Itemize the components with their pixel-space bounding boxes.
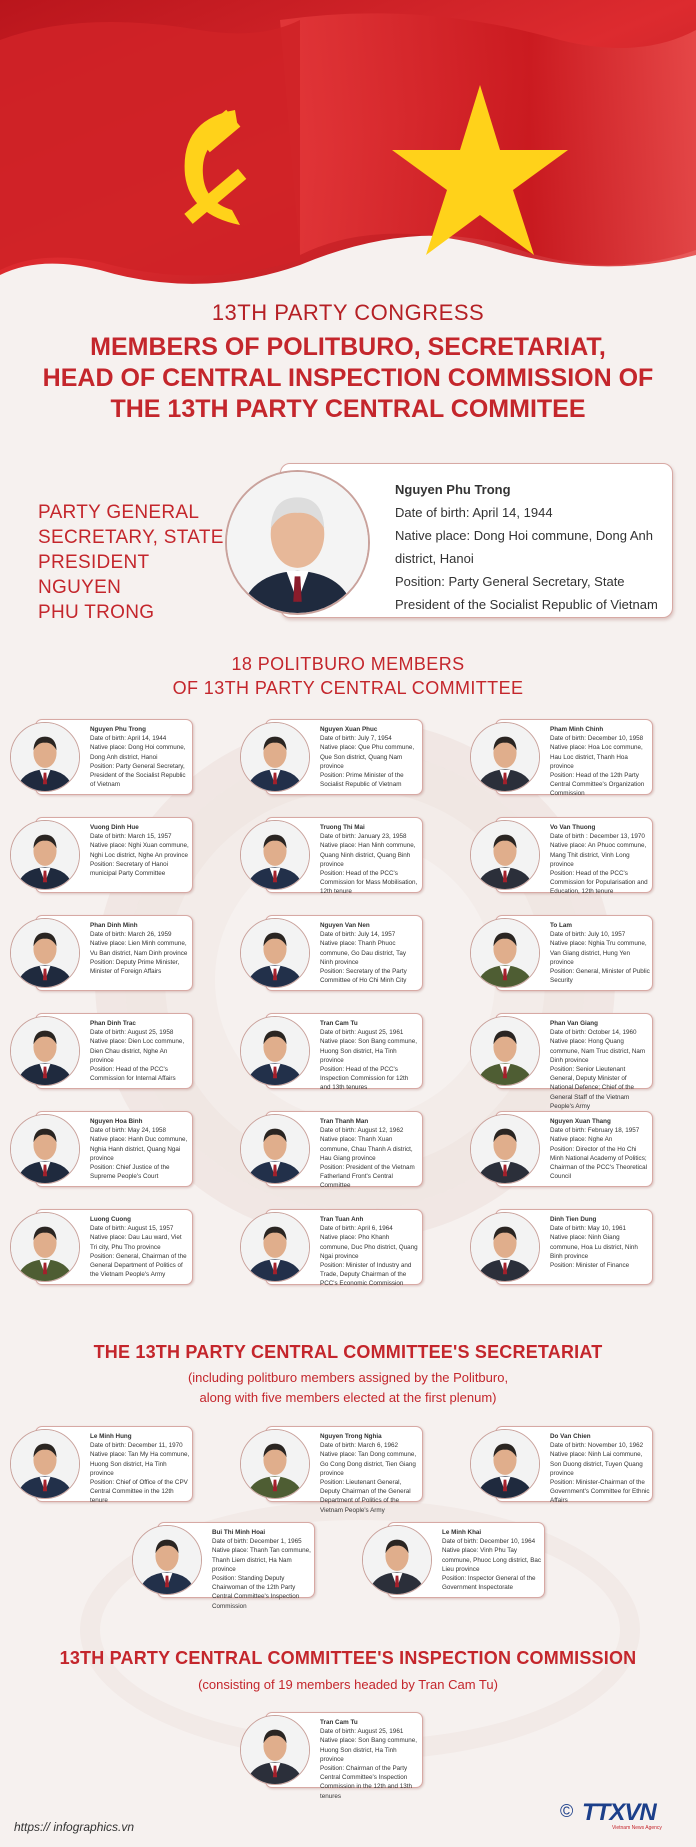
member-info (550, 1432, 650, 1506)
member-name: Nguyen Trong Nghia (320, 1433, 382, 1440)
member-native-place: Native place: Ninh Giang commune, Hoa Lu district, Ninh Binh province (550, 1234, 638, 1260)
portrait-icon (470, 722, 540, 792)
member-native-place: Native place: Que Phu commune, Que Son district, Quang Nam province (320, 744, 415, 770)
member-name: Phan Van Giang (550, 1020, 598, 1027)
member-info (90, 1117, 190, 1181)
portrait-icon (240, 820, 310, 890)
portrait-svg (241, 1716, 309, 1784)
member-position: Position: Party General Secretary, President of the Socialist Republic of Vietnam (90, 762, 186, 789)
member-dob: Date of birth: August 25, 1958 (90, 1029, 174, 1037)
member-name: Vuong Dinh Hue (90, 824, 139, 831)
member-info (550, 1019, 650, 1111)
member-info (90, 1019, 190, 1083)
member-native-place: Native place: Ninh Lai commune, Son Duong district, Tuyen Quang province (550, 1451, 643, 1477)
member-info (320, 1117, 420, 1191)
member-position: Position: Head of the 12th Party Central Committee's Organization Commission (550, 772, 645, 798)
member-name: Nguyen Van Nen (320, 922, 370, 929)
member-info (320, 823, 420, 897)
member-card (470, 1013, 653, 1110)
member-name: Le Minh Khai (442, 1529, 482, 1536)
portrait-icon (470, 1212, 540, 1282)
member-position: Position: Minister of Finance (550, 1262, 630, 1270)
portrait-icon (470, 820, 540, 890)
member-dob: Date of birth: December 10, 1958 (550, 735, 644, 743)
portrait-svg (363, 1526, 431, 1594)
member-name: Phan Dinh Trac (90, 1020, 136, 1027)
member-position: Position: Head of the PCC's Commission for Internal Affairs (90, 1066, 176, 1083)
member-dob: Date of birth: August 25, 1961 (320, 1029, 404, 1037)
portrait-svg (11, 821, 79, 889)
member-name: Tran Tuan Anh (320, 1216, 364, 1223)
member-info (90, 1432, 190, 1506)
member-dob: Date of birth: August 12, 1962 (320, 1127, 404, 1135)
portrait-svg (241, 1430, 309, 1498)
portrait-svg (11, 1115, 79, 1183)
portrait-svg (471, 821, 539, 889)
member-dob: Date of birth: March 6, 1962 (320, 1442, 399, 1450)
portrait-svg (241, 919, 309, 987)
member-native-place: Native place: An Phuoc commune, Mang Thit district, Vinh Long province (550, 842, 647, 868)
member-native-place: Native place: Tan Dong commune, Go Cong Dong district, Tien Giang province (320, 1451, 417, 1477)
member-card (10, 719, 193, 795)
member-dob: Date of birth: July 10, 1957 (550, 931, 626, 939)
member-card (132, 1522, 315, 1610)
member-card (470, 719, 653, 798)
portrait-svg (241, 1213, 309, 1281)
member-card (240, 915, 423, 991)
member-info (320, 1432, 420, 1515)
member-card (10, 915, 193, 991)
member-card (240, 1013, 423, 1092)
member-name: Truong Thi Mai (320, 824, 365, 831)
member-position: Position: Minister-Chairman of the Government's Committee for Ethnic Affairs (550, 1479, 650, 1505)
portrait-icon (10, 1016, 80, 1086)
member-info (212, 1528, 312, 1611)
member-name: Phan Dinh Minh (90, 922, 138, 929)
member-name: Nguyen Phu Trong (90, 726, 146, 733)
member-position: Position: Inspector General of the Government Inspectorate (442, 1575, 536, 1592)
portrait-svg (471, 1213, 539, 1281)
member-dob: Date of birth: February 18, 1957 (550, 1127, 640, 1135)
member-card (240, 719, 423, 795)
member-card (240, 1426, 423, 1514)
inspection-heading: 13TH PARTY CENTRAL COMMITTEE'S INSPECTION COMMISSION (59, 1648, 637, 1668)
member-position: Position: Secretary of Hanoi municipal Party Committee (90, 860, 169, 878)
general-secretary-label: PARTY GENERAL SECRETARY, STATE PRESIDENT NGUYEN PHU TRONG (38, 502, 224, 623)
portrait-icon (10, 820, 80, 890)
member-native-place: Native place: Tan My Ha commune, Huong Son district, Ha Tinh province (90, 1451, 190, 1477)
member-info (320, 1718, 420, 1801)
member-native-place: Native place: Hanh Duc commune, Nghia Hanh district, Quang Ngai province (90, 1136, 188, 1162)
portrait-svg (11, 919, 79, 987)
member-native-place: Native place: Dau Lau ward, Viet Tri city, Phu Tho province (90, 1234, 182, 1251)
member-native-place: Native place: Hong Quang commune, Nam Truc district, Nam Dinh province (550, 1038, 646, 1064)
main-title: MEMBERS OF POLITBURO, SECRETARIAT, HEAD OF CENTRAL INSPECTION COMMISSION OF THE 13TH PARTY CENTRAL COMMITEE (42, 333, 654, 423)
portrait-icon (470, 1429, 540, 1499)
member-position: Position: Head of the PCC's Commission for Popularisation and Education, 12th tenure (550, 870, 648, 896)
member-card (10, 1111, 193, 1187)
member-native-place: Native place: Thanh Tan commune, Thanh Liem district, Ha Nam province (212, 1547, 311, 1573)
member-position: Position: Senior Lieutenant General, Deputy Minister of National Defence; Chief of the General Staff of the Vietnam People's Army (550, 1066, 635, 1110)
member-card (470, 915, 653, 991)
member-info (320, 921, 420, 985)
member-info (90, 921, 190, 976)
member-position: Position: Prime Minister of the Socialist Republic of Vietnam (320, 772, 404, 789)
member-name: Luong Cuong (90, 1216, 131, 1223)
portrait-icon (240, 1429, 310, 1499)
member-native-place: Native place: Lien Minh commune, Vu Ban district, Nam Dinh province (90, 940, 188, 957)
portrait-svg (471, 1017, 539, 1085)
portrait-icon (240, 1212, 310, 1282)
member-dob: Date of birth: July 14, 1957 (320, 931, 396, 939)
member-native-place: Native place: Nghi Xuan commune, Nghi Loc district, Nghe An province (90, 842, 189, 859)
member-position: Position: Chairman of the Party Central Committee's Inspection Commission in the 12th and 13th tenures (320, 1765, 413, 1800)
member-name: Pham Minh Chinh (550, 726, 604, 733)
member-card (470, 1426, 653, 1505)
member-name: Tran Cam Tu (320, 1719, 358, 1726)
portrait-svg (133, 1526, 201, 1594)
member-position: Position: Secretary of the Party Committee of Ho Chi Minh City (320, 968, 407, 985)
member-position: Position: Chief of Office of the CPV Central Committee in the 12th tenure (90, 1479, 188, 1505)
flag-banner (0, 0, 696, 300)
member-dob: Date of birth: August 15, 1957 (90, 1225, 174, 1233)
member-info (320, 1019, 420, 1093)
member-dob: Date of birth: August 25, 1961 (320, 1728, 404, 1736)
member-dob: Date of birth: March 26, 1959 (90, 931, 172, 939)
member-native-place: Native place: Dong Hoi commune, Dong Anh district, Hanoi (90, 744, 186, 761)
member-info (550, 921, 650, 985)
member-info (442, 1528, 542, 1592)
secretariat-subtitle: (including politburo members assigned by the Politburo, along with five members elected at the first plenum) (187, 1370, 509, 1405)
member-card (240, 1712, 423, 1800)
portrait-icon (10, 1114, 80, 1184)
member-card (10, 1209, 193, 1285)
member-info (550, 1117, 650, 1181)
member-info (90, 1215, 190, 1279)
portrait-svg (241, 723, 309, 791)
member-dob: Date of birth: December 10, 1964 (442, 1538, 536, 1546)
member-info (320, 725, 420, 789)
member-info (90, 725, 190, 789)
ttxvn-logo: © TTXVN Vietnam News Agency (560, 1799, 662, 1831)
member-dob: Date of birth: May 24, 1958 (90, 1127, 166, 1135)
member-name: Nguyen Hoa Binh (90, 1118, 143, 1125)
member-native-place: Native place: Thanh Phuoc commune, Go Dau district, Tay Ninh province (320, 940, 406, 966)
portrait-icon (240, 1114, 310, 1184)
portrait-icon (10, 722, 80, 792)
member-native-place: Native place: Son Bang commune, Huong Son district, Ha Tinh province (320, 1038, 417, 1064)
member-position: Position: President of the Vietnam Fatherland Front's Central Committee (320, 1164, 415, 1190)
member-native-place: Native place: Nghe An (550, 1136, 613, 1144)
member-position: Position: General, Minister of Public Security (550, 968, 650, 985)
member-native-place: Native place: Han Ninh commune, Quang Ninh district, Quang Binh province (320, 842, 416, 868)
member-position: Position: Chief Justice of the Supreme People's Court (90, 1164, 170, 1181)
member-card (10, 1426, 193, 1505)
member-card (10, 817, 193, 893)
member-dob: Date of birth: March 15, 1957 (90, 833, 172, 841)
member-native-place: Native place: Pho Khanh commune, Duc Pho district, Quang Ngai province (320, 1234, 418, 1260)
member-card (240, 817, 423, 896)
portrait-icon (470, 1114, 540, 1184)
member-name: Dinh Tien Dung (550, 1216, 597, 1223)
member-info (550, 1215, 650, 1270)
portrait-icon (240, 1715, 310, 1785)
member-name: Le Minh Hung (90, 1433, 132, 1440)
member-dob: Date of birth: January 23, 1958 (320, 833, 407, 841)
member-card (470, 1209, 653, 1285)
member-position: Position: Standing Deputy Chairwoman of the 12th Party Central Committee's Inspection Commission (212, 1575, 300, 1610)
member-dob: Date of birth: April 14, 1944 (90, 735, 167, 743)
member-native-place: Native place: Hoa Loc commune, Hau Loc district, Thanh Hoa province (550, 744, 643, 770)
member-native-place: Native place: Vinh Phu Tay commune, Phuoc Long district, Bac Lieu province (442, 1547, 542, 1573)
member-name: To Lam (550, 922, 572, 929)
member-info (320, 1215, 420, 1289)
portrait-icon (470, 918, 540, 988)
portrait-svg (11, 1430, 79, 1498)
portrait-icon (10, 1212, 80, 1282)
portrait-icon (470, 1016, 540, 1086)
portrait-svg (11, 1213, 79, 1281)
portrait-icon (225, 470, 370, 615)
portrait-svg (471, 1430, 539, 1498)
portrait-svg (241, 1115, 309, 1183)
portrait-icon (10, 1429, 80, 1499)
member-card (362, 1522, 545, 1598)
member-position: Position: Minister of Industry and Trade, Deputy Chairman of the PCC's Economic Commission (320, 1262, 412, 1288)
member-name: Nguyen Xuan Phuc (320, 726, 378, 733)
member-position: Position: Head of the PCC's Commission for Mass Mobilisation, 12th tenure (320, 870, 418, 896)
politburo-heading: 18 POLITBURO MEMBERS OF 13TH PARTY CENTRAL COMMITTEE (172, 654, 524, 698)
member-dob: Date of birth: November 10, 1962 (550, 1442, 644, 1450)
member-native-place: Native place: Son Bang commune, Huong Son district, Ha Tinh province (320, 1737, 417, 1763)
member-name: Tran Cam Tu (320, 1020, 358, 1027)
portrait-icon (132, 1525, 202, 1595)
member-info (550, 823, 650, 897)
portrait-svg (471, 1115, 539, 1183)
member-position: Position: Director of the Ho Chi Minh National Academy of Politics; Chairman of the PCC's Theoretical Council (550, 1145, 647, 1181)
general-secretary-info: Nguyen Phu Trong Date of birth: April 14, 1944 Native place: Dong Hoi commune, Dong Anh district, Hanoi Position: Party General Secretary, State President of the Socialist Republic of Vietnam (395, 482, 658, 612)
portrait-icon (240, 1016, 310, 1086)
member-card (240, 1209, 423, 1288)
member-position: Position: Head of the PCC's Inspection Commission for 12th and 13th tenures (320, 1066, 409, 1092)
member-dob: Date of birth: May 10, 1961 (550, 1225, 626, 1233)
portrait-svg (11, 1017, 79, 1085)
portrait-svg (471, 723, 539, 791)
member-dob: Date of birth: December 1, 1965 (212, 1538, 302, 1546)
congress-heading: 13TH PARTY CONGRESS (211, 300, 485, 325)
inspection-subtitle: (consisting of 19 members headed by Tran Cam Tu) (198, 1677, 498, 1692)
member-native-place: Native place: Nghia Tru commune, Van Giang district, Hung Yen province (550, 940, 647, 966)
member-dob: Date of birth: April 6, 1964 (320, 1225, 393, 1233)
secretariat-heading: THE 13TH PARTY CENTRAL COMMITTEE'S SECRETARIAT (93, 1342, 603, 1362)
portrait-svg (241, 1017, 309, 1085)
member-card (10, 1013, 193, 1089)
member-card (470, 817, 653, 896)
member-native-place: Native place: Dien Loc commune, Dien Chau district, Nghe An province (90, 1038, 185, 1064)
portrait-svg (471, 919, 539, 987)
portrait-svg (241, 821, 309, 889)
portrait-svg (11, 723, 79, 791)
footer-url[interactable]: https:// infographics.vn (14, 1820, 135, 1834)
member-dob: Date of birth: July 7, 1954 (320, 735, 392, 743)
member-position: Position: General, Chairman of the General Department of Politics of the Vietnam People's Army (90, 1252, 187, 1279)
member-position: Position: Deputy Prime Minister, Minister of Foreign Affairs (90, 958, 180, 976)
member-info (90, 823, 190, 878)
portrait-icon (10, 918, 80, 988)
member-dob: Date of birth: October 14, 1960 (550, 1029, 637, 1037)
member-name: Vo Van Thuong (550, 824, 596, 831)
member-card (240, 1111, 423, 1190)
member-dob: Date of birth : December 13, 1970 (550, 833, 645, 841)
portrait-icon (240, 918, 310, 988)
member-name: Tran Thanh Man (320, 1118, 369, 1125)
member-info (550, 725, 650, 799)
member-dob: Date of birth: December 11, 1970 (90, 1442, 183, 1450)
member-card (470, 1111, 653, 1187)
member-native-place: Native place: Thanh Xuan commune, Chau Thanh A district, Hau Giang province (320, 1136, 413, 1162)
portrait-icon (240, 722, 310, 792)
member-name: Bui Thi Minh Hoai (212, 1529, 266, 1536)
member-name: Do Van Chien (550, 1433, 591, 1440)
member-name: Nguyen Xuan Thang (550, 1118, 611, 1125)
portrait-icon (362, 1525, 432, 1595)
member-position: Position: Lieutenant General, Deputy Chairman of the General Department of Politics of the Vietnam People's Army (320, 1479, 411, 1514)
